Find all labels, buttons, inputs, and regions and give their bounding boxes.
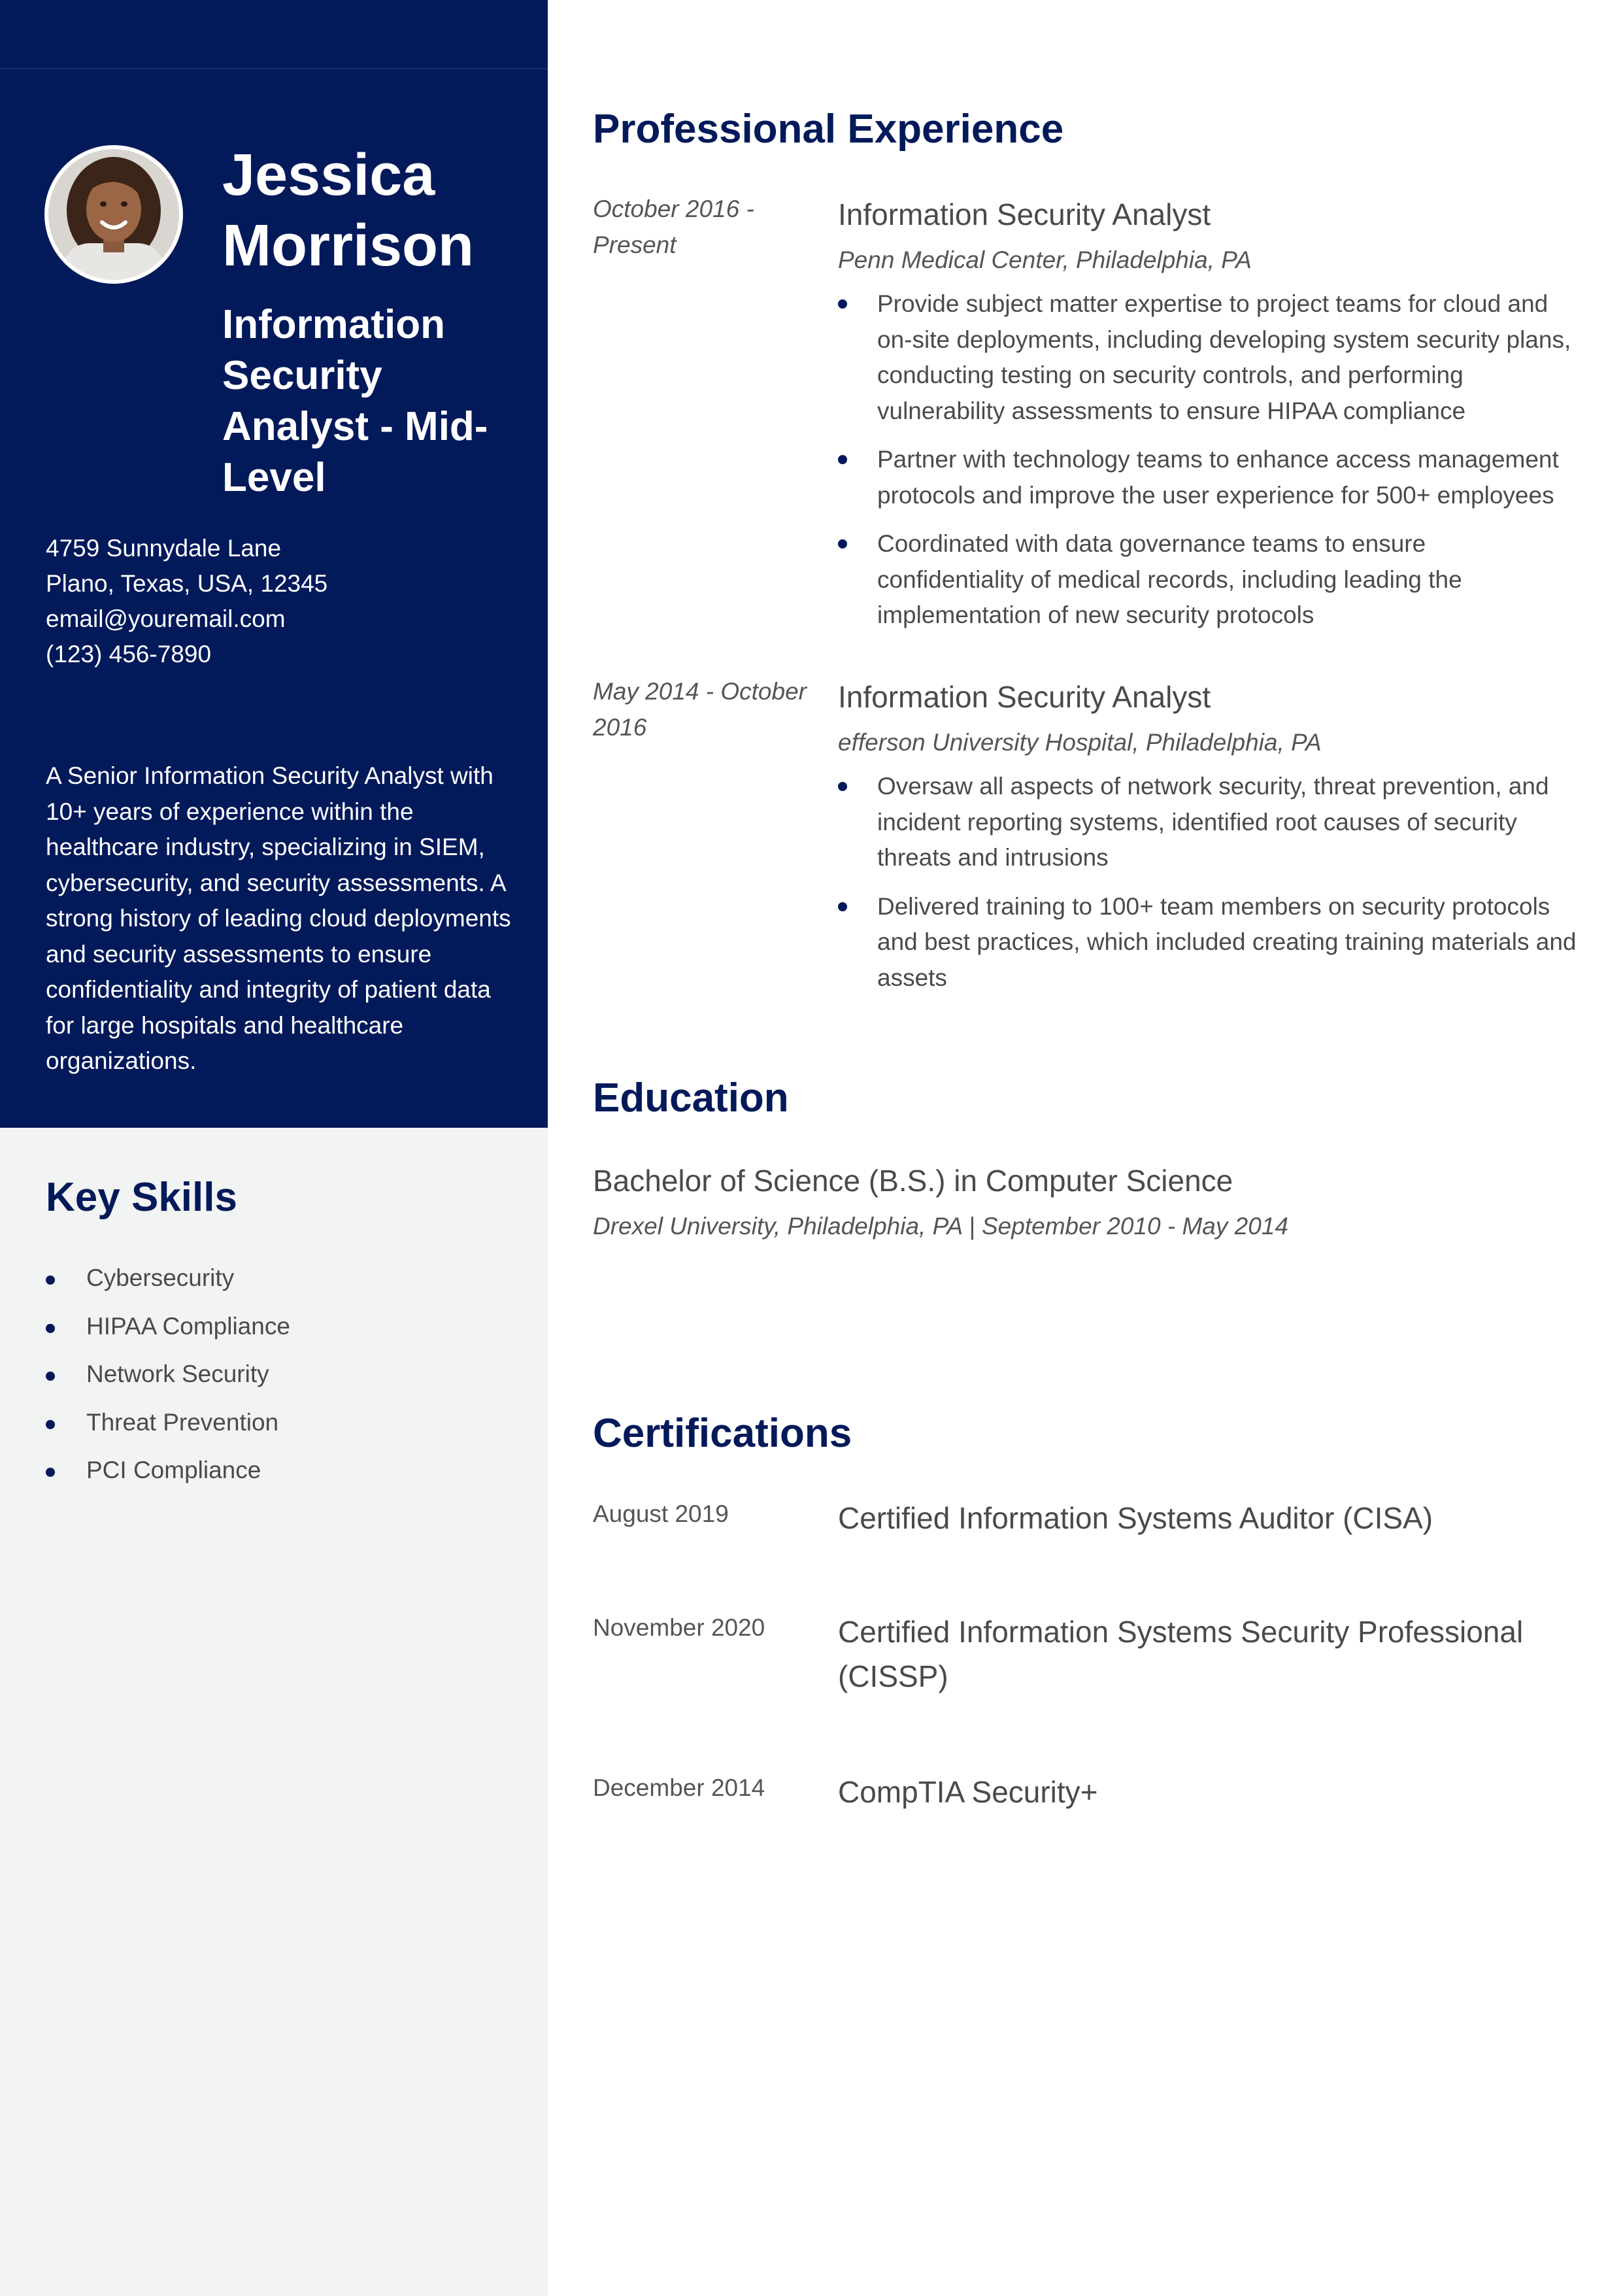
skill-label: HIPAA Compliance (86, 1312, 290, 1340)
cert-entry (838, 1610, 1577, 1698)
skills-heading: Key Skills (46, 1175, 237, 1220)
bullet-icon (838, 455, 847, 464)
job-bullets (838, 286, 1577, 633)
cert-entry (838, 1496, 1577, 1540)
job-title: Information Security Analyst - Mid-Level (222, 302, 488, 500)
cert-date: August 2019 (593, 1500, 729, 1527)
education-heading: Education (593, 1075, 789, 1121)
list-item (838, 769, 1577, 876)
bullet-icon (46, 1275, 55, 1285)
avatar (44, 145, 183, 284)
last-name: Morrison (222, 213, 475, 279)
job-bullets (838, 769, 1577, 996)
bullet-text: Partner with technology teams to enhance access management protocols and improve the user experience for 500+ employees (877, 446, 1559, 509)
skill-label: Threat Prevention (86, 1408, 279, 1436)
bullet-icon (838, 539, 847, 549)
contact-block (46, 531, 529, 672)
list-item (838, 286, 1577, 429)
experience-heading: Professional Experience (593, 107, 1064, 152)
bullet-icon (46, 1324, 55, 1333)
list-item (838, 889, 1577, 996)
company-label: Penn Medical Center, Philadelphia, PA (838, 246, 1252, 273)
candidate-name (222, 140, 529, 281)
phone-number: (123) 456-7890 (46, 641, 212, 667)
bullet-text: Coordinated with data governance teams to ensure confidentiality of medical records, including leading the implementation of new security protocols (877, 530, 1462, 628)
bullet-text: Oversaw all aspects of network security, threat prevention, and incident reporting systems, identified root causes of security threats and intrusions (877, 773, 1549, 871)
company-label: efferson University Hospital, Philadelphia, PA (838, 729, 1322, 756)
profile-summary: A Senior Information Security Analyst with 10+ years of experience within the healthcare industry, specializing in SIEM, cybersecurity, and security assessments. A strong history of leading cloud deployments and security assessments to ensure confidentiality and integrity of patient data for large hospitals and healthcare organizations. (46, 762, 511, 1074)
list-item (838, 526, 1577, 633)
skills-list (46, 1258, 290, 1499)
job-dates: May 2014 - October 2016 (593, 678, 807, 741)
school-details: Drexel University, Philadelphia, PA | September 2010 - May 2014 (593, 1213, 1288, 1240)
job-entry (838, 676, 1577, 1009)
list-item (46, 1355, 290, 1403)
job-title-label: Information Security Analyst (838, 680, 1211, 714)
job-title-label: Information Security Analyst (838, 197, 1211, 231)
bullet-icon (46, 1468, 55, 1477)
skill-label: Network Security (86, 1360, 269, 1387)
cert-name: CompTIA Security+ (838, 1775, 1098, 1809)
bullet-icon (838, 902, 847, 911)
list-item (46, 1258, 290, 1307)
bullet-icon (46, 1372, 55, 1381)
bullet-text: Delivered training to 100+ team members on security protocols and best practices, which included creating training materials and assets (877, 892, 1577, 991)
first-name: Jessica (222, 143, 435, 208)
skill-label: PCI Compliance (86, 1457, 261, 1483)
list-item (46, 1307, 290, 1355)
bullet-icon (838, 782, 847, 791)
email-address: email@youremail.com (46, 605, 286, 632)
certifications-heading: Certifications (593, 1411, 852, 1456)
list-item (46, 1451, 290, 1499)
cert-name: Certified Information Systems Security Professional (CISSP) (838, 1615, 1524, 1693)
address-line: 4759 Sunnydale Lane (46, 535, 282, 562)
bullet-text: Provide subject matter expertise to project teams for cloud and on-site deployments, including developing system security plans, conducting testing on security controls, and performing vulnerability assessments to ensure HIPAA compliance (877, 290, 1571, 424)
cert-name: Certified Information Systems Auditor (CISA) (838, 1501, 1433, 1535)
cert-entry (838, 1770, 1577, 1814)
cert-date: December 2014 (593, 1774, 765, 1801)
job-dates: October 2016 - Present (593, 195, 754, 258)
list-item (838, 442, 1577, 513)
cert-date: November 2020 (593, 1614, 765, 1641)
list-item (46, 1403, 290, 1451)
bullet-icon (838, 299, 847, 309)
address-line: Plano, Texas, USA, 12345 (46, 570, 328, 597)
degree-label: Bachelor of Science (B.S.) in Computer Science (593, 1164, 1233, 1198)
job-entry (838, 194, 1577, 647)
education-entry (593, 1160, 1573, 1246)
skill-label: Cybersecurity (86, 1264, 235, 1291)
divider (0, 68, 548, 69)
bullet-icon (46, 1420, 55, 1429)
